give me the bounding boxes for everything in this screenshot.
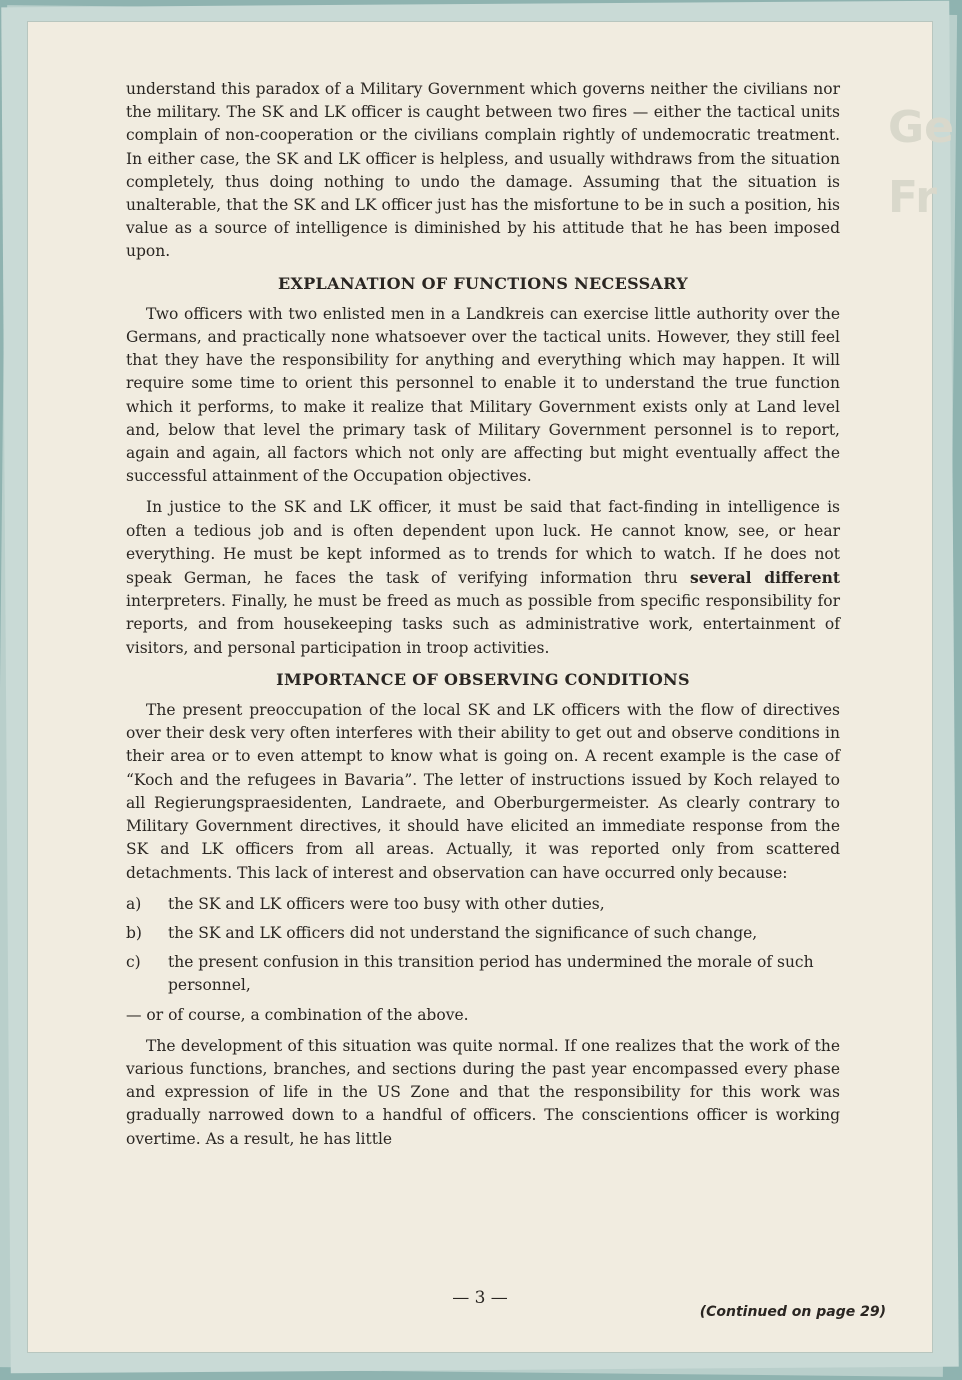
list-text: the SK and LK officers did not understand the significance of such change, <box>168 923 758 942</box>
page-number: — 3 — <box>452 1288 508 1308</box>
list-item <box>126 893 840 916</box>
bold-emphasis: several different <box>690 568 841 588</box>
section-heading-functions: EXPLANATION OF FUNCTIONS NECESSARY <box>278 273 688 293</box>
bleed-through-decoration: Ge <box>888 102 954 153</box>
paragraph-text: interpreters. Finally, he must be freed as much as possible from specific responsibility for reports, and from housekeeping tasks such as administrative work, entertainment of visitors, and personal participation in troop activities. <box>126 592 840 657</box>
list-text: the present confusion in this transition period has undermined the morale of such personnel, <box>168 953 814 995</box>
list-label: b) <box>126 923 142 942</box>
paragraph-conditions: The present preoccupation of the local SK and LK officers with the flow of directives over their desk very often interferes with their ability to get out and observe conditions in their area or to even attempt to know what is going on. A recent example is the case of “Koch and the refugees in Bavaria”. The letter of instructions issued by Koch relayed to all Regierungspraesidenten, Landraete, and Oberburgermeister. As clearly contrary to Military Government directives, it should have elicited an immediate response from the SK and LK officers from all areas. Actually, it was reported only from scattered detachments. This lack of interest and observation can have occurred only because: <box>126 701 840 882</box>
list-item <box>126 951 840 997</box>
magazine-page <box>28 22 954 1352</box>
section-heading-conditions: IMPORTANCE OF OBSERVING CONDITIONS <box>276 669 690 689</box>
paragraph-text: In justice to the SK and LK officer, it must be said that fact-finding in intelligence is often a tedious job and is often dependent upon luck. He cannot know, see, or hear everything. He must be kept informed as to trends for which to watch. If he does not speak German, he faces the task of verifying information thru <box>126 498 840 588</box>
paragraph-development: The development of this situation was quite normal. If one realizes that the work of the various functions, branches, and sections during the past year encompassed every phase and expression of life in the US Zone and that the responsibility for this work was gradually narrowed down to a handful of officers. The conscientions officer is working overtime. As a result, he has little <box>126 1036 840 1148</box>
paragraph-justice <box>126 496 840 659</box>
list-tail: — or of course, a combination of the above. <box>126 1005 469 1024</box>
list-item <box>126 922 840 945</box>
list-label: c) <box>126 953 141 972</box>
continued-note: (Continued on page 29) <box>699 1304 886 1320</box>
list-text: the SK and LK officers were too busy with other duties, <box>168 894 605 913</box>
list-label: a) <box>126 894 142 913</box>
bleed-through-decoration: Fr <box>888 172 937 223</box>
paragraph-functions: Two officers with two enlisted men in a Landkreis can exercise little authority over the Germans, and practically none whatsoever over the tactical units. However, they still feel that they have the responsibility for anything and everything which may happen. It will require some time to orient this personnel to enable it to understand the true function which it performs, to make it realize that Military Government exists only at Land level and, below that level the primary task of Military Government personnel is to report, again and again, all factors which not only are affecting but might eventually affect the successful attainment of the Occupation objectives. <box>126 304 840 486</box>
article-body <box>126 78 840 1159</box>
paragraph-intro: understand this paradox of a Military Government which governs neither the civilians nor the military. The SK and LK officer is caught between two fires — either the tactical units complain of non-cooperation or the civilians complain rightly of undemocratic treatment. In either case, the SK and LK officer is helpless, and usually withdraws from the situation completely, thus doing nothing to undo the damage. Assuming that the situation is unalterable, that the SK and LK officer just has the misfortune to be in such a position, his value as a source of intelligence is diminished by his attitude that he has been imposed upon. <box>126 80 840 261</box>
